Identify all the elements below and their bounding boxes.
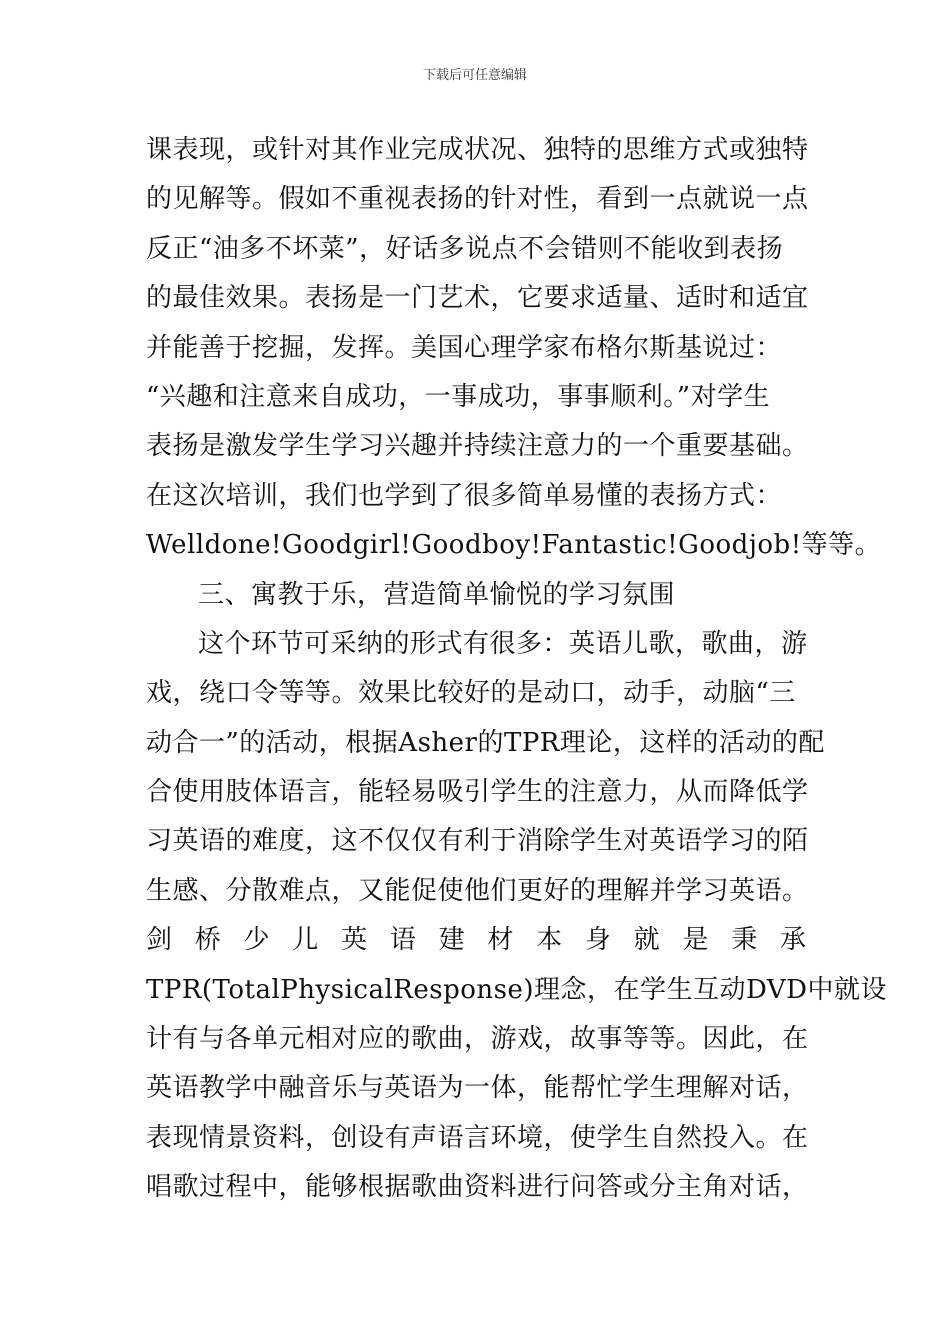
text-line: 反正“油多不坏菜”，好话多说点不会错则不能收到表扬	[146, 233, 784, 264]
page-header: 下载后可任意编辑	[422, 68, 527, 83]
text-line: 动合一”的活动，根据Asher的TPR理论，这样的活动的配	[146, 727, 825, 758]
text-line: 生感、分散难点，又能促使他们更好的理解并学习英语。	[146, 875, 809, 906]
text-line: Welldone!Goodgirl!Goodboy!Fantastic!Goodjob!等等。	[146, 530, 882, 561]
text-line: 表现情景资料，创设有声语言环境，使学生自然投入。在	[146, 1122, 809, 1153]
text-line: 并能善于挖掘，发挥。美国心理学家布格尔斯基说过：	[146, 332, 783, 363]
text-line: 三、寓教于乐，营造简单愉悦的学习氛围	[198, 579, 676, 610]
text-line: “兴趣和注意来自成功，一事成功，事事顺利。”对学生	[146, 381, 771, 412]
text-line: 唱歌过程中，能够根据歌曲资料进行问答或分主角对话，	[146, 1172, 809, 1203]
text-line: TPR(TotalPhysicalResponse)理念，在学生互动DVD中就设	[146, 974, 887, 1005]
text-line: 习英语的难度，这不仅仅有利于消除学生对英语学习的陌	[146, 826, 809, 857]
text-line: 在这次培训，我们也学到了很多简单易懂的表扬方式：	[146, 480, 783, 511]
text-line: 的见解等。假如不重视表扬的针对性，看到一点就说一点	[146, 184, 809, 215]
text-line: 这个环节可采纳的形式有很多：英语儿歌，歌曲，游	[198, 628, 808, 659]
text-line: 剑 桥 少 儿 英 语 建 材 本 身 就 是 秉 承	[146, 925, 806, 956]
text-line: 戏，绕口令等等。效果比较好的是动口，动手，动脑“三	[146, 678, 796, 709]
document-body	[146, 126, 887, 1213]
text-line: 英语教学中融音乐与英语为一体，能帮忙学生理解对话，	[146, 1073, 809, 1104]
text-line: 合使用肢体语言，能轻易吸引学生的注意力，从而降低学	[146, 777, 809, 808]
text-line: 计有与各单元相对应的歌曲，游戏，故事等等。因此，在	[146, 1024, 809, 1055]
text-line: 表扬是激发学生学习兴趣并持续注意力的一个重要基础。	[146, 431, 809, 462]
text-line: 的最佳效果。表扬是一门艺术，它要求适量、适时和适宜	[146, 283, 809, 314]
text-line: 课表现，或针对其作业完成状况、独特的思维方式或独特	[146, 135, 809, 165]
